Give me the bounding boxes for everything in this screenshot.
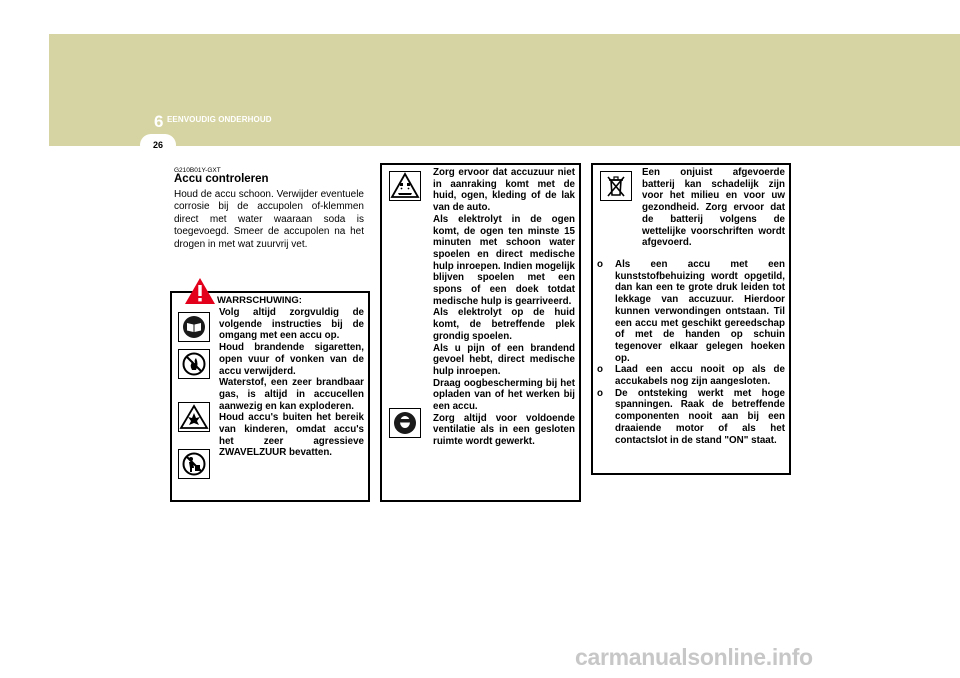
bullet-text: De ontsteking werkt met hoge spanningen. Raak de betreffende componenten nooit aan bij een draaiende motor of als het contactslot in de stand "ON" staat. — [615, 387, 785, 446]
bullet-text: Laad een accu nooit op als de accukabels nog zijn aangesloten. — [615, 364, 785, 388]
page-number: 26 — [153, 140, 164, 150]
corrosive-acid-icon — [389, 171, 421, 201]
bullet-item — [597, 364, 785, 387]
book-icon — [178, 312, 210, 342]
explosion-icon — [178, 402, 210, 432]
disposal-intro: Een onjuist afgevoerde batterij kan schadelijk zijn voor het milieu en voor uw gezondheid. Zorg ervoor dat de batterij volgens de wettelijke voorschriften wordt afgevoerd. — [642, 167, 785, 249]
eye-protection-icon — [389, 408, 421, 438]
footer-watermark: carmanualsonline.info — [575, 644, 813, 670]
bullet-marker: o — [597, 259, 603, 270]
bullet-marker: o — [597, 387, 603, 399]
warning-paragraph: Houd accu's buiten het bereik van kinderen, omdat accu's het zeer agressieve ZWAVELZUUR bevatten. — [219, 412, 364, 459]
section-title: Accu controleren — [174, 173, 269, 185]
acid-paragraph: Als elektrolyt in de ogen komt, de ogen ten minste 15 minuten met schoon water spoelen en direct medische hulp inroepen. Indien mogelijk blijven spoelen met een spons of een doek totdat medische hulp is gearriveerd. — [433, 213, 575, 307]
acid-paragraph: Draag oogbescherming bij het opladen van of het werken bij een accu. — [433, 377, 575, 413]
section-code: G210B01Y-GXT — [174, 167, 221, 174]
warning-paragraph: Volg altijd zorgvuldig de volgende instructies bij de omgang met een accu op. — [219, 307, 364, 342]
chapter-title: EENVOUDIG ONDERHOUD — [167, 115, 272, 124]
warning-paragraph: Waterstof, een zeer brandbaar gas, is altijd in accucellen aanwezig en kan exploderen. — [219, 377, 364, 412]
acid-safety-text — [433, 167, 575, 448]
section-intro: Houd de accu schoon. Verwijder eventuele corrosie bij de accupolen of-klemmen direct met water waaraan soda is toegevoegd. Smeer de accupolen na het drogen in met wat zuurvrij vet. — [174, 189, 364, 250]
chapter-number: 6 — [154, 112, 164, 131]
disposal-bullets — [597, 259, 785, 446]
bullet-text: Als een accu met een kunststofbehuizing wordt opgetild, dan kan een te grote druk leiden tot lekkage van accuzuur. Hierdoor kunnen verwondingen ontstaan. Til een accu met geschikt gereedschap of met de handen op schuin tegenover elkaar gelegen hoeken op. — [615, 259, 785, 364]
warning-triangle-icon — [184, 277, 216, 305]
acid-paragraph: Zorg altijd voor voldoende ventilatie als in een gesloten ruimte wordt gewerkt. — [433, 412, 575, 448]
bullet-item — [597, 388, 785, 447]
warning-text — [219, 307, 364, 459]
acid-paragraph: Als u pijn of een brandend gevoel hebt, direct medische hulp inroepen. — [433, 342, 575, 377]
keep-away-children-icon — [178, 449, 210, 479]
warning-heading: WARRSCHUWING: — [217, 295, 302, 306]
no-fire-icon — [178, 349, 210, 379]
crossed-bin-icon — [600, 171, 632, 201]
acid-paragraph: Zorg ervoor dat accuzuur niet in aanraking komt met de huid, ogen, kleding of de lak van de auto. — [433, 167, 575, 214]
warning-paragraph: Houd brandende sigaretten, open vuur of vonken van de accu verwijderd. — [219, 342, 364, 377]
header-band — [49, 34, 960, 146]
bullet-marker: o — [597, 364, 603, 376]
acid-paragraph: Als elektrolyt op de huid komt, de betreffende plek grondig spoelen. — [433, 307, 575, 342]
bullet-item — [597, 259, 785, 364]
